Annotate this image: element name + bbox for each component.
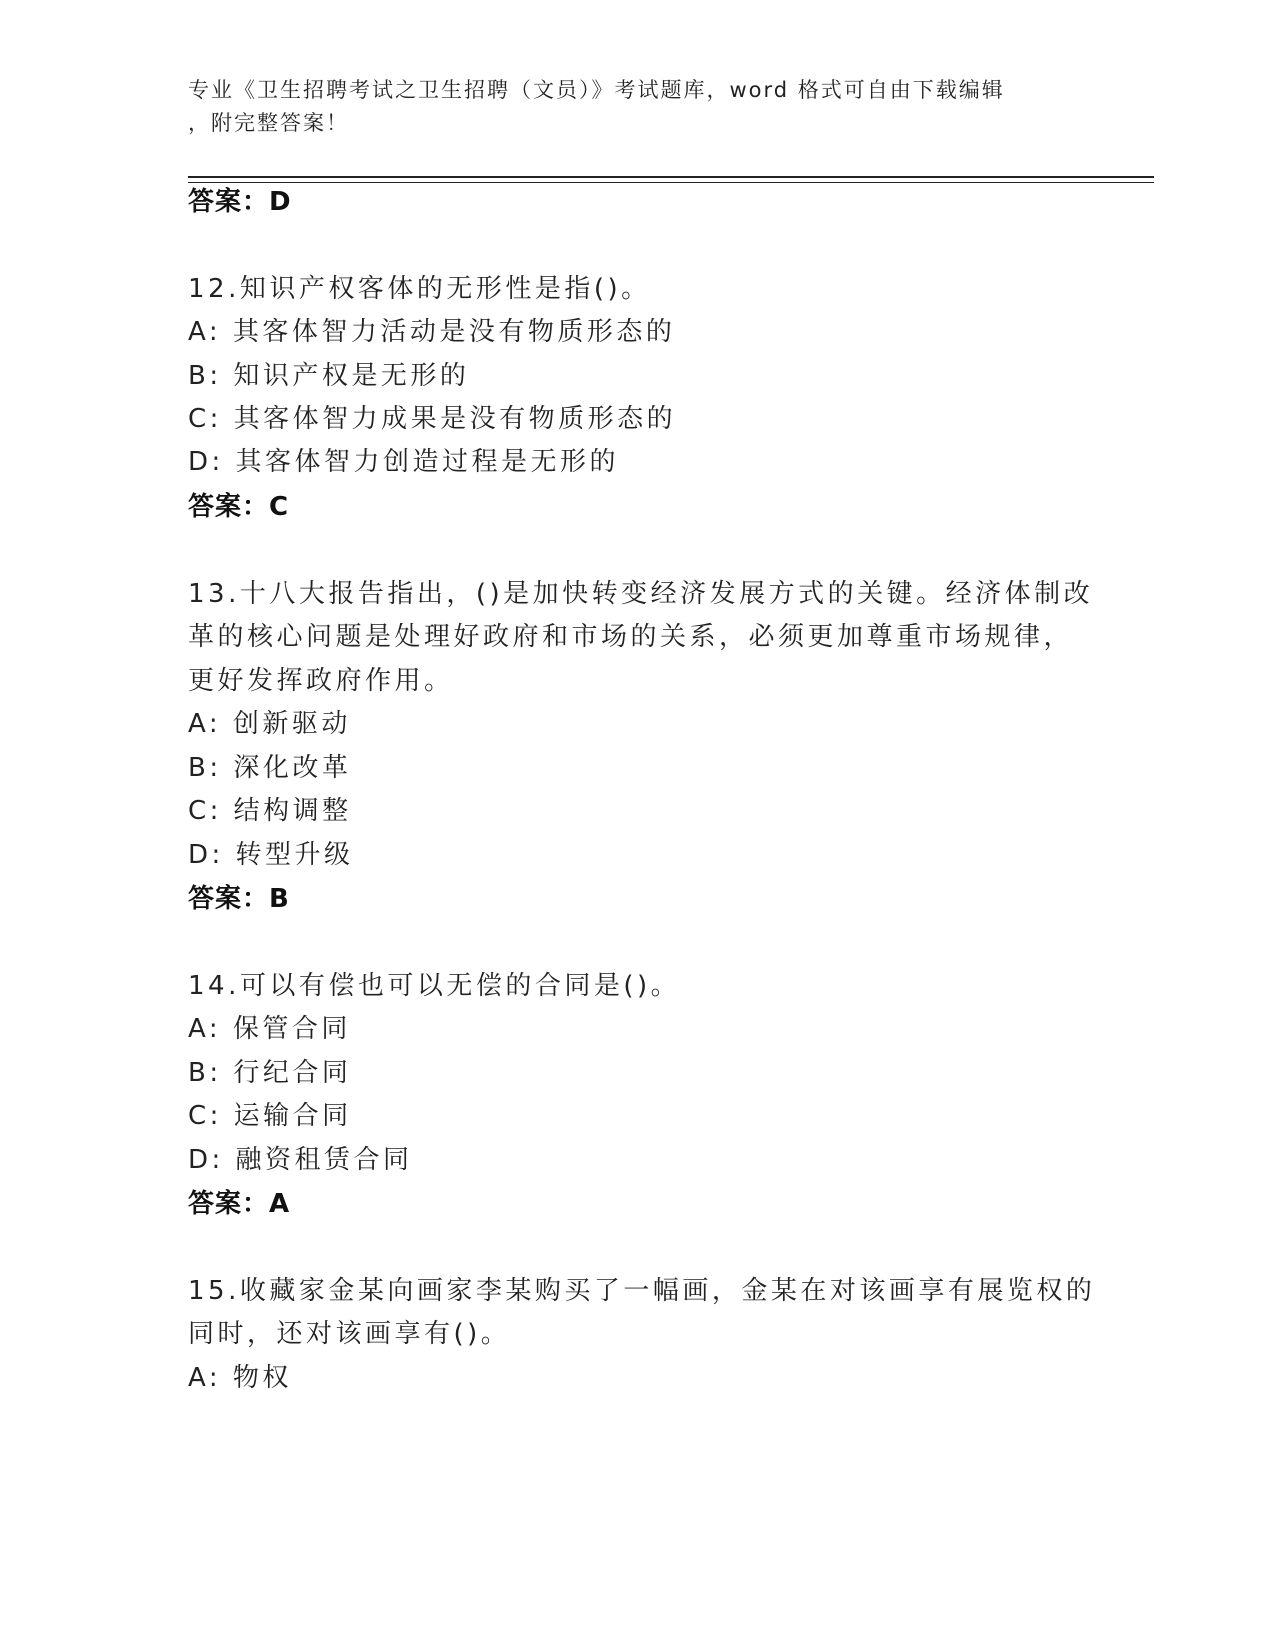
question-14-option-b: B: 行纪合同: [188, 1058, 352, 1088]
document-header: 专业《卫生招聘考试之卫生招聘（文员）》考试题库，word 格式可自由下载编辑 ，附完整答案！: [188, 78, 1005, 135]
question-15-option-a: A: 物权: [188, 1363, 292, 1393]
header-divider-thick: [188, 176, 1154, 178]
question-13-stem-line-2: 革的核心问题是处理好政府和市场的关系，必须更加尊重市场规律，: [188, 622, 1074, 652]
question-14-option-c: C: 运输合同: [188, 1101, 352, 1131]
question-13-option-d: D: 转型升级: [188, 840, 354, 870]
question-12-option-a: A: 其客体智力活动是没有物质形态的: [188, 317, 676, 347]
header-divider-thin: [188, 182, 1154, 183]
question-12-option-d: D: 其客体智力创造过程是无形的: [188, 447, 620, 477]
answer-line-q11: 答案：D: [188, 187, 292, 217]
question-13-option-a: A: 创新驱动: [188, 709, 351, 739]
question-13-answer: 答案：B: [188, 884, 290, 914]
question-13-option-b: B: 深化改革: [188, 753, 352, 783]
question-12-stem: 12.知识产权客体的无形性是指()。: [188, 274, 651, 304]
question-13-stem-line-3: 更好发挥政府作用。: [188, 666, 454, 696]
question-14-option-a: A: 保管合同: [188, 1014, 351, 1044]
question-13-stem-line-1: 13.十八大报告指出，()是加快转变经济发展方式的关键。经济体制改: [188, 579, 1094, 609]
question-14-stem: 14.可以有偿也可以无偿的合同是()。: [188, 971, 681, 1001]
question-15-stem-line-2: 同时，还对该画享有()。: [188, 1319, 511, 1349]
question-14-answer: 答案：A: [188, 1189, 291, 1219]
question-12-option-c: C: 其客体智力成果是没有物质形态的: [188, 404, 677, 434]
question-15-stem-line-1: 15.收藏家金某向画家李某购买了一幅画，金某在对该画享有展览权的: [188, 1276, 1096, 1306]
question-13-option-c: C: 结构调整: [188, 796, 352, 826]
question-14-option-d: D: 融资租赁合同: [188, 1145, 413, 1175]
question-12-option-b: B: 知识产权是无形的: [188, 361, 470, 391]
question-12-answer: 答案：C: [188, 492, 290, 522]
